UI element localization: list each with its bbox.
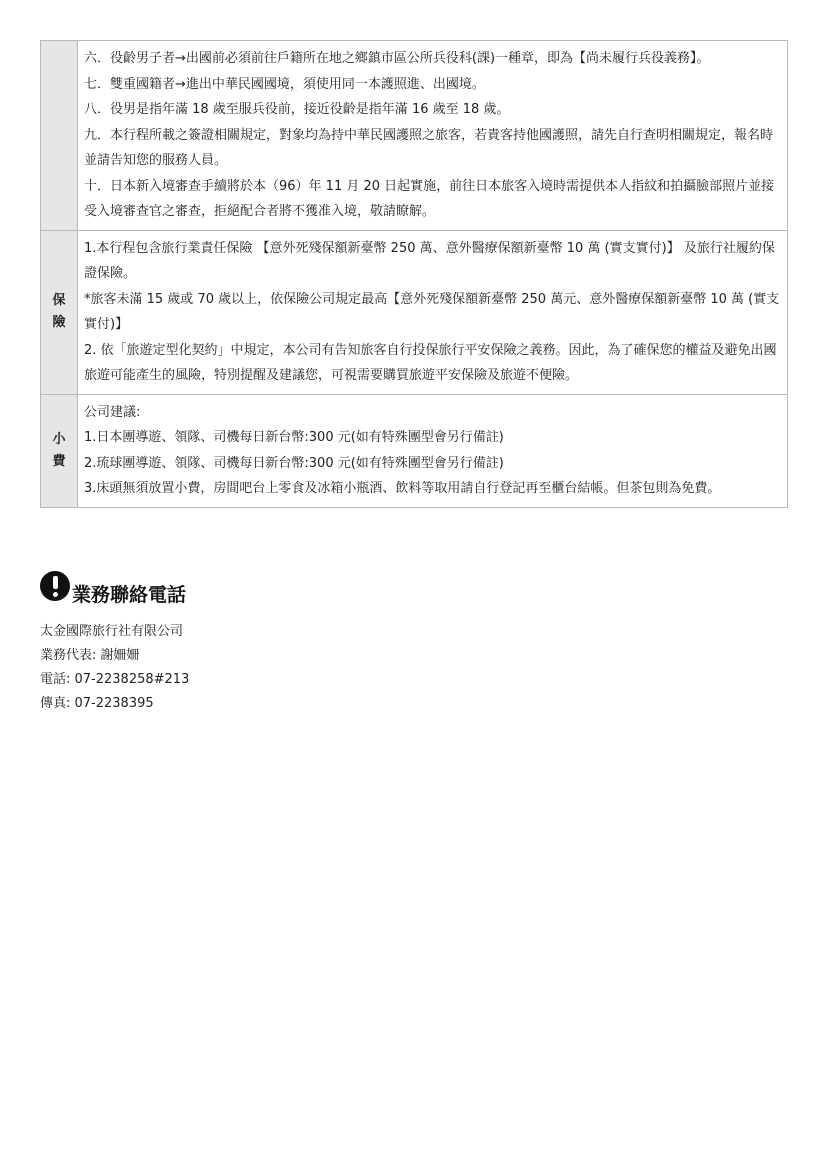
tips-intro: 公司建議: <box>84 404 141 420</box>
tips-item-1: 1.日本團導遊、領隊、司機每日新台幣:300 元(如有特殊團型會另行備註) <box>84 430 504 445</box>
tips-item-3: 3.床頭無須放置小費，房間吧台上零食及冰箱小瓶酒、飲料等取用請自行登記再至櫃台結帳。但茶包則為免費。 <box>84 481 721 496</box>
tips-row <box>41 394 788 507</box>
notice-table <box>40 40 788 508</box>
tips-item-2: 2.琉球團導遊、領隊、司機每日新台幣:300 元(如有特殊團型會另行備註) <box>84 455 504 471</box>
note-item-8: 八．役男是指年滿 18 歲至服兵役前，接近役齡是指年滿 16 歲至 18 歲。 <box>84 102 510 117</box>
fax-number: 傳真: 07-2238395 <box>40 696 154 711</box>
notes-label-cell <box>41 41 78 231</box>
note-item-10: 十．日本新入境審查手續將於本（96）年 11 月 20 日起實施，前往日本旅客入境時需提供本人指紋和拍攝臉部照片並接受入境審查官之審查，拒絕配合者將不獲准入境，敬請瞭解。 <box>84 178 775 219</box>
insurance-content <box>78 230 788 394</box>
insurance-item-2: 2. 依「旅遊定型化契約」中規定，本公司有告知旅客自行投保旅行平安保險之義務。因此，為了確保您的權益及避免出國旅遊可能產生的風險，特別提醒及建議您，可視需要購買旅遊平安保險及旅遊不便險。 <box>84 342 777 383</box>
insurance-item-1: 1.本行程包含旅行業責任保險 【意外死殘保額新臺幣 250 萬、意外醫療保額新臺幣 10 萬 (實支實付)】 及旅行社履約保證保險。 <box>84 240 775 281</box>
tips-content <box>78 394 788 507</box>
insurance-row <box>41 230 788 394</box>
contact-heading <box>40 571 187 606</box>
notes-row <box>41 41 788 231</box>
contact-info <box>40 620 189 716</box>
insurance-item-note: *旅客未滿 15 歲或 70 歲以上，依保險公司規定最高【意外死殘保額新臺幣 250 萬元、意外醫療保額新臺幣 10 萬 (實支實付)】 <box>84 291 780 332</box>
company-name: 太金國際旅行社有限公司 <box>40 624 184 639</box>
insurance-label: 保 險 <box>41 230 78 394</box>
tips-label: 小 費 <box>41 394 78 507</box>
sales-representative: 業務代表: 謝姍姍 <box>40 648 140 663</box>
contact-title: 業務聯絡電話 <box>72 584 187 606</box>
note-item-7: 七．雙重國籍者→進出中華民國國境，須使用同一本護照進、出國境。 <box>84 76 485 92</box>
phone-number: 電話: 07-2238258#213 <box>40 672 190 687</box>
notes-content <box>78 41 788 231</box>
note-item-9: 九．本行程所載之簽證相關規定，對象均為持中華民國護照之旅客，若貴客持他國護照，請先自行查明相關規定，報名時並請告知您的服務人員。 <box>84 127 774 168</box>
note-item-6: 六．役齡男子者→出國前必須前往戶籍所在地之鄉鎮市區公所兵役科(課)一種章，即為【尚未履行兵役義務】。 <box>84 51 710 66</box>
exclamation-icon <box>40 571 70 601</box>
